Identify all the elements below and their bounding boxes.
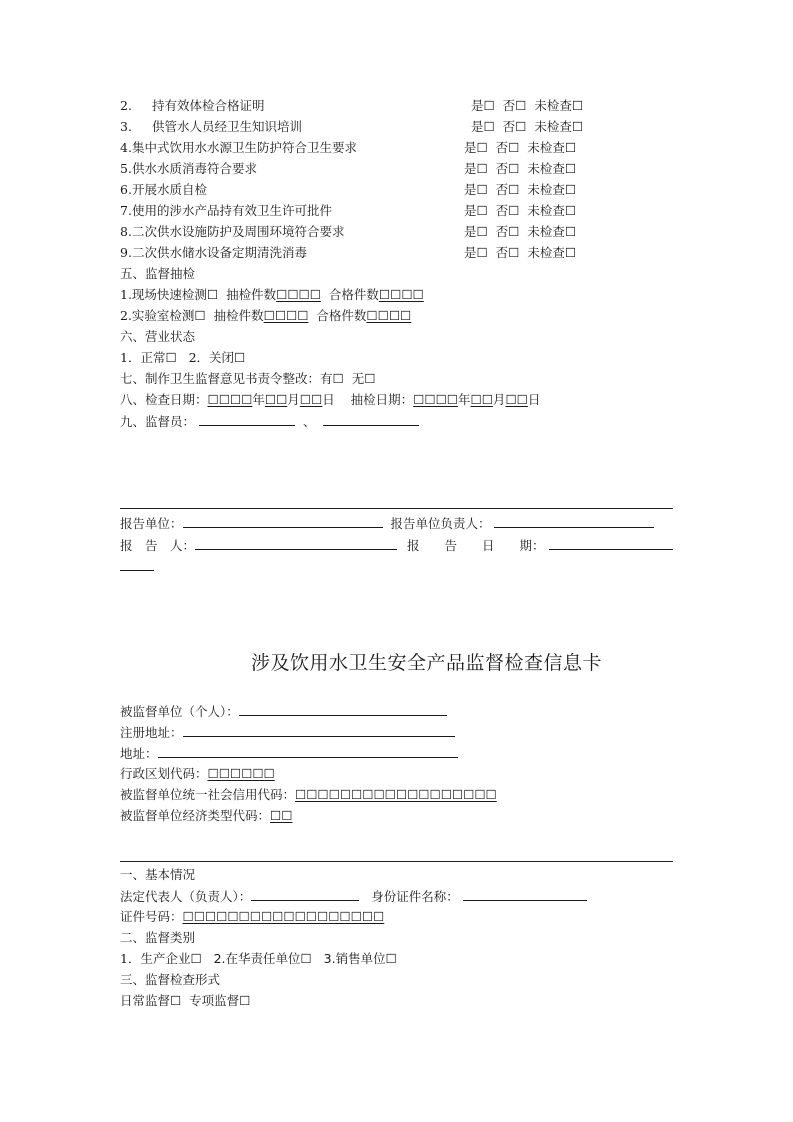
checklist-item: 5.供水水质消毒符合要求 bbox=[120, 161, 257, 176]
address-field[interactable] bbox=[158, 745, 458, 758]
no-checkbox[interactable]: 否☐ bbox=[495, 182, 520, 197]
lab-sampled-count-field[interactable]: ☐☐☐☐ bbox=[263, 308, 309, 323]
rapid-test-row: 1.现场快速检测☐ 抽检件数☐☐☐☐ 合格件数☐☐☐☐ bbox=[120, 287, 424, 302]
unchecked-checkbox[interactable]: 未检查☐ bbox=[534, 119, 584, 134]
econ-code-row: 被监督单位经济类型代码：☐☐ bbox=[120, 808, 293, 823]
form-heading: 三、监督检查形式 bbox=[120, 972, 221, 987]
report-person-row: 报 告 人： 报 告 日 期： bbox=[120, 537, 673, 554]
checklist-item: 9.二次供水储水设备定期清洗消毒 bbox=[120, 245, 307, 260]
unchecked-checkbox[interactable]: 未检查☐ bbox=[527, 245, 577, 260]
report-unit-head-field[interactable] bbox=[494, 515, 654, 528]
id-number-row: 证件号码：☐☐☐☐☐☐☐☐☐☐☐☐☐☐☐☐☐☐ bbox=[120, 909, 385, 924]
report-unit-field[interactable] bbox=[183, 515, 383, 528]
routine-checkbox[interactable]: 日常监督☐ bbox=[120, 993, 182, 1008]
no-checkbox[interactable]: 否☐ bbox=[495, 140, 520, 155]
yes-checkbox[interactable]: 是☐ bbox=[464, 245, 488, 260]
sampling-year-field[interactable]: ☐☐☐☐ bbox=[413, 392, 458, 407]
checklist-options bbox=[464, 203, 576, 219]
responsible-unit-checkbox[interactable]: 2.在华责任单位☐ bbox=[213, 951, 312, 966]
divider bbox=[120, 508, 673, 509]
no-checkbox[interactable]: 否☐ bbox=[495, 161, 520, 176]
inspection-month-field[interactable]: ☐☐ bbox=[264, 392, 288, 407]
category-heading: 二、监督类别 bbox=[120, 930, 196, 945]
unchecked-checkbox[interactable]: 未检查☐ bbox=[527, 203, 577, 218]
sampling-month-field[interactable]: ☐☐ bbox=[470, 392, 493, 407]
checklist-item: 2. 持有效体检合格证明 bbox=[120, 98, 265, 113]
reg-address-row: 注册地址： bbox=[120, 724, 455, 741]
status-closed-checkbox[interactable]: 2．关闭☐ bbox=[188, 350, 246, 365]
rapid-test-checkbox[interactable]: 1.现场快速检测☐ bbox=[120, 287, 219, 302]
supervised-unit-field[interactable] bbox=[239, 703, 447, 716]
inspector-row: 九、监督员： 、 bbox=[120, 413, 419, 430]
checklist-item: 6.开展水质自检 bbox=[120, 182, 207, 197]
yes-checkbox[interactable]: 是☐ bbox=[471, 119, 495, 134]
no-checkbox[interactable]: 否☐ bbox=[502, 98, 527, 113]
yes-checkbox[interactable]: 是☐ bbox=[464, 182, 488, 197]
section-6-heading: 六、营业状态 bbox=[120, 329, 196, 344]
seller-checkbox[interactable]: 3.销售单位☐ bbox=[323, 951, 397, 966]
reg-address-field[interactable] bbox=[183, 724, 455, 737]
legal-rep-field[interactable] bbox=[251, 888, 359, 901]
report-unit-row: 报告单位： 报告单位负责人： bbox=[120, 515, 654, 532]
report-date-field-continuation bbox=[120, 570, 154, 571]
admin-code-field[interactable]: ☐☐☐☐☐☐ bbox=[207, 766, 275, 781]
inspector-1-field[interactable] bbox=[199, 413, 295, 426]
yes-checkbox[interactable]: 是☐ bbox=[464, 140, 488, 155]
page-title: 涉及饮用水卫生安全产品监督检查信息卡 bbox=[250, 652, 602, 674]
unchecked-checkbox[interactable]: 未检查☐ bbox=[527, 182, 577, 197]
dates-row: 八、检查日期：☐☐☐☐年☐☐月☐☐日 抽检日期：☐☐☐☐年☐☐月☐☐日 bbox=[120, 392, 541, 407]
rapid-sampled-count-field[interactable]: ☐☐☐☐ bbox=[276, 287, 321, 302]
unchecked-checkbox[interactable]: 未检查☐ bbox=[527, 140, 577, 155]
id-type-field[interactable] bbox=[463, 888, 587, 901]
special-checkbox[interactable]: 专项监督☐ bbox=[189, 993, 251, 1008]
checklist-options bbox=[471, 119, 583, 135]
checklist-options bbox=[464, 182, 576, 198]
rapid-passed-count-field[interactable]: ☐☐☐☐ bbox=[378, 287, 424, 302]
checklist-item: 3. 供管水人员经卫生知识培训 bbox=[120, 119, 302, 134]
unchecked-checkbox[interactable]: 未检查☐ bbox=[527, 224, 577, 239]
checklist-options bbox=[464, 245, 576, 261]
no-checkbox[interactable]: 否☐ bbox=[495, 245, 520, 260]
admin-code-row: 行政区划代码：☐☐☐☐☐☐ bbox=[120, 766, 275, 781]
divider bbox=[120, 861, 673, 862]
business-status-row bbox=[120, 350, 245, 366]
form-row bbox=[120, 993, 250, 1009]
yes-checkbox[interactable]: 是☐ bbox=[464, 203, 488, 218]
checklist-item: 7.使用的涉水产品持有效卫生许可批件 bbox=[120, 203, 332, 218]
basic-heading: 一、基本情况 bbox=[120, 867, 196, 882]
rectification-yes-checkbox[interactable]: 有☐ bbox=[320, 371, 344, 386]
unchecked-checkbox[interactable]: 未检查☐ bbox=[527, 161, 577, 176]
yes-checkbox[interactable]: 是☐ bbox=[464, 161, 488, 176]
address-row: 地址： bbox=[120, 745, 458, 762]
checklist-item: 8.二次供水设施防护及周围环境符合要求 bbox=[120, 224, 345, 239]
no-checkbox[interactable]: 否☐ bbox=[495, 224, 520, 239]
unchecked-checkbox[interactable]: 未检查☐ bbox=[534, 98, 584, 113]
checklist-options bbox=[464, 140, 576, 156]
status-normal-checkbox[interactable]: 1．正常☐ bbox=[120, 350, 177, 365]
checklist-options bbox=[464, 161, 576, 177]
credit-code-row: 被监督单位统一社会信用代码：☐☐☐☐☐☐☐☐☐☐☐☐☐☐☐☐☐☐ bbox=[120, 787, 497, 802]
section-5-heading: 五、监督抽检 bbox=[120, 266, 196, 281]
yes-checkbox[interactable]: 是☐ bbox=[471, 98, 495, 113]
legal-rep-row: 法定代表人（负责人）： 身份证件名称： bbox=[120, 888, 587, 905]
econ-code-field[interactable]: ☐☐ bbox=[270, 808, 293, 823]
rectification-no-checkbox[interactable]: 无☐ bbox=[351, 371, 376, 386]
id-number-field[interactable]: ☐☐☐☐☐☐☐☐☐☐☐☐☐☐☐☐☐☐ bbox=[182, 909, 385, 924]
rectification-row: 七、制作卫生监督意见书责令整改：有☐ 无☐ bbox=[120, 371, 376, 386]
category-row bbox=[120, 951, 397, 967]
inspection-day-field[interactable]: ☐☐ bbox=[299, 392, 323, 407]
checklist-item: 4.集中式饮用水水源卫生防护符合卫生要求 bbox=[120, 140, 357, 155]
credit-code-field[interactable]: ☐☐☐☐☐☐☐☐☐☐☐☐☐☐☐☐☐☐ bbox=[295, 787, 497, 802]
supervised-unit-row: 被监督单位（个人）： bbox=[120, 703, 447, 720]
inspection-year-field[interactable]: ☐☐☐☐ bbox=[207, 392, 253, 407]
no-checkbox[interactable]: 否☐ bbox=[502, 119, 527, 134]
producer-checkbox[interactable]: 1．生产企业☐ bbox=[120, 951, 202, 966]
lab-passed-count-field[interactable]: ☐☐☐☐ bbox=[366, 308, 412, 323]
sampling-day-field[interactable]: ☐☐ bbox=[505, 392, 528, 407]
no-checkbox[interactable]: 否☐ bbox=[495, 203, 520, 218]
yes-checkbox[interactable]: 是☐ bbox=[464, 224, 488, 239]
reporter-field[interactable] bbox=[195, 537, 397, 550]
checklist-options bbox=[471, 98, 583, 114]
lab-test-checkbox[interactable]: 2.实验室检测☐ bbox=[120, 308, 206, 323]
checklist-options bbox=[464, 224, 576, 240]
inspector-2-field[interactable] bbox=[323, 413, 419, 426]
lab-test-row: 2.实验室检测☐ 抽检件数☐☐☐☐ 合格件数☐☐☐☐ bbox=[120, 308, 412, 323]
report-date-field[interactable] bbox=[549, 537, 673, 550]
